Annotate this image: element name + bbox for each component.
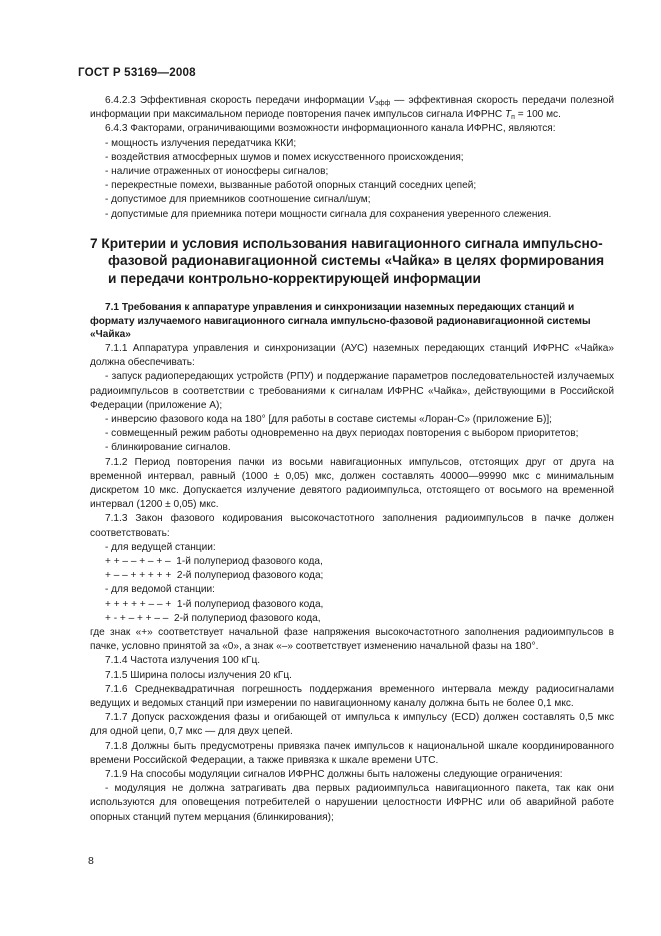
paragraph-7-1-1: 7.1.1 Аппаратура управления и синхронизации (АУС) наземных передающих станций ИФРНС «Чайка» должна обеспечивать: [90,342,614,369]
subsection-7-1-heading: 7.1 Требования к аппаратуре управления и синхронизации наземных передающих станций и формату излучаемого навигационного сигнала импульсно-фазовой радионавигационной системы «Чайка» [90,302,591,340]
list-item: - перекрестные помехи, вызванные работой опорных станций соседних цепей; [105,180,477,192]
list-item: - допустимые для приемника потери мощности сигнала для сохранения уверенного слежения. [105,208,552,220]
list-item: - блинкирование сигналов. [105,442,231,454]
phase-code-note: где знак «+» соответствует начальной фазе напряжения высокочастотного заполнения радиоимпульсов в пачке, условно принятой за «0», а знак «–» соответствует изменению начальной фазы на 180°. [90,627,614,653]
paragraph-6-4-2-3: 6.4.2.3 Эффективная скорость передачи информации $V_{эфф}$ — эффективная скорость передачи полезной информации при максимальном периоде повторения пачек импульсов сигнала ИФРНС $T_п = 100$ мс. [90,95,614,122]
page-number: 8 [88,855,94,867]
phase-code-line: + + + + + – – + 1-й полупериод фазового кода, [105,598,324,610]
phase-code-line: + + – – + – + – 1-й полупериод фазового кода, [105,555,323,567]
list-item: - запуск радиопередающих устройств (РПУ) и поддержание параметров последовательностей излучаемых радиоимпульсов в соответствии с требованиями к сигналам ИФРНС «Чайка», действующими в Российской Федерации (приложение А); [90,371,614,411]
paragraph-6-4-3: 6.4.3 Факторами, ограничивающими возможности информационного канала ИФРНС, являются: [105,123,556,135]
list-item: - воздействия атмосферных шумов и помех искусственного происхождения; [105,151,464,163]
paragraph-7-1-6: 7.1.6 Среднеквадратичная погрешность поддержания временного интервала между радиосигналами ведущих и ведомых станций при измерении по навигационному каналу должна быть не более 0,1 мкс. [90,683,614,710]
paragraph-7-1-8: 7.1.8 Должны быть предусмотрены привязка пачек импульсов к национальной шкале координированного времени Российской Федерации, а также привязка к шкале времени UTC. [90,740,614,766]
paragraph-7-1-2: 7.1.2 Период повторения пачки из восьми навигационных импульсов, отстоящих друг от друга на временной интервал, равный (1000 ± 0,05) мкс, должен составлять 40000—99990 мкс с минимальным дискретом 10 мкс. Допускается излучение девятого радиоимпульса, отстоящего от восьмого на временной интервал (1200 ± 0,05) мкс. [90,456,614,511]
page-body [90,94,614,825]
list-item: - мощность излучения передатчика ККИ; [105,137,297,149]
document-header: ГОСТ Р 53169—2008 [78,66,196,79]
paragraph-7-1-9: 7.1.9 На способы модуляции сигналов ИФРНС должны быть наложены следующие ограничения: [105,769,563,781]
lead-station-label: - для ведущей станции: [105,541,216,553]
slave-station-label: - для ведомой станции: [105,584,215,596]
phase-code-line: + - + – + + – – 2-й полупериод фазового кода, [105,612,321,624]
list-item: - инверсию фазового кода на 180° [для работы в составе системы «Лоран-С» (приложение Б)]; [105,413,552,425]
phase-code-line: + – – + + + + + 2-й полупериод фазового кода; [105,570,324,582]
list-item: - допустимое для приемников соотношение сигнал/шум; [105,194,371,206]
paragraph-7-1-4: 7.1.4 Частота излучения 100 кГц. [105,655,261,667]
paragraph-7-1-7: 7.1.7 Допуск расхождения фазы и огибающей от импульса к импульсу (ECD) должен составлять 0,5 мкс для одной цепи, 0,7 мкс — для двух цепей. [90,712,614,738]
list-7-1-1 [90,370,614,455]
list-item: - совмещенный режим работы одновременно на двух периодах повторения с выбором приоритетов; [105,428,579,440]
list-6-4-3 [90,137,614,222]
list-item: - наличие отраженных от ионосферы сигналов; [105,166,329,178]
section-7-heading: 7 Критерии и условия использования навигационного сигнала импульсно-фазовой радионавигационной системы «Чайка» в целях формирования и передачи контрольно-корректирующей информации [90,235,605,286]
list-item: - модуляция не должна затрагивать два первых радиоимпульса навигационного пакета, так как они используются для оповещения потребителей о нарушении целостности ИФРНС или об аварийной работе опорных станций путем мерцания (блинкирования); [90,783,614,823]
paragraph-7-1-5: 7.1.5 Ширина полосы излучения 20 кГц. [105,669,292,681]
paragraph-7-1-3: 7.1.3 Закон фазового кодирования высокочастотного заполнения радиоимпульсов в пачке должен соответствовать: [90,513,614,539]
